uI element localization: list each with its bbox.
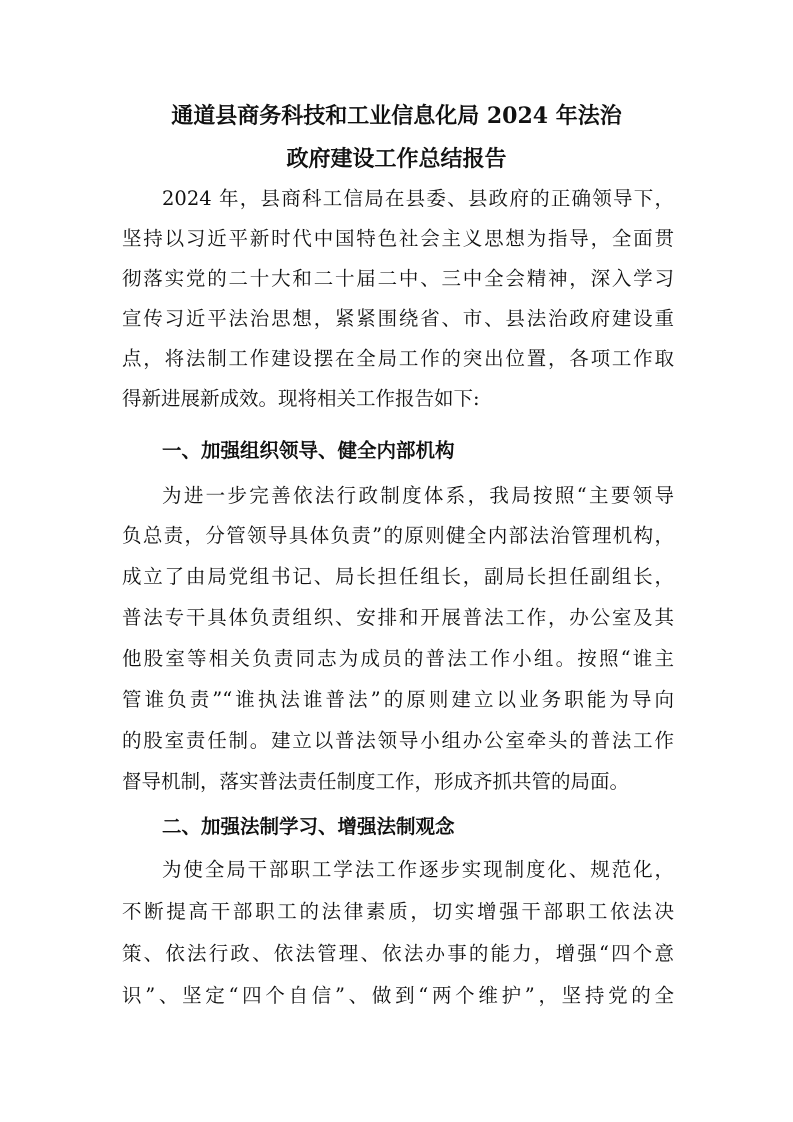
- section-1-line-1: 为进一步完善依法行政制度体系，我局按照“主要领导: [162, 484, 674, 507]
- document-title-line-2: 政府建设工作总结报告: [286, 146, 507, 172]
- section-2-line-1: 为使全局干部职工学法工作逐步实现制度化、规范化，: [162, 858, 674, 881]
- section-1-heading: 一、加强组织领导、健全内部机构: [162, 439, 455, 462]
- section-1-line-5: 他股室等相关负责同志为成员的普法工作小组。按照“谁主: [122, 647, 674, 670]
- section-2-line-4: 识”、坚定“四个自信”、做到“两个维护”，坚持党的全: [122, 984, 674, 1007]
- intro-line-1: 2024 年，县商科工信局在县委、县政府的正确领导下，: [162, 187, 674, 210]
- section-2-heading: 二、加强法制学习、增强法制观念: [162, 815, 455, 838]
- section-1-line-4: 普法专干具体负责组织、安排和开展普法工作，办公室及其: [122, 606, 674, 629]
- intro-line-2: 坚持以习近平新时代中国特色社会主义思想为指导，全面贯: [122, 227, 674, 250]
- document-title-line-1: 通道县商务科技和工业信息化局 2024 年法治: [171, 103, 622, 129]
- intro-line-5: 点，将法制工作建设摆在全局工作的突出位置，各项工作取: [122, 347, 674, 370]
- section-1-line-6: 管谁负责”“谁执法谁普法”的原则建立以业务职能为导向: [122, 688, 674, 711]
- section-1-line-3: 成立了由局党组书记、局长担任组长，副局长担任副组长，: [122, 565, 674, 588]
- section-1-line-8: 督导机制，落实普法责任制度工作，形成齐抓共管的局面。: [122, 770, 630, 793]
- intro-line-6: 得新进展新成效。现将相关工作报告如下:: [122, 387, 480, 410]
- section-1-line-7: 的股室责任制。建立以普法领导小组办公室牵头的普法工作: [122, 729, 674, 752]
- section-2-line-2: 不断提高干部职工的法律素质，切实增强干部职工依法决: [122, 900, 674, 923]
- intro-line-3: 彻落实党的二十大和二十届二中、三中全会精神，深入学习: [122, 267, 674, 290]
- intro-line-4: 宣传习近平法治思想，紧紧围绕省、市、县法治政府建设重: [122, 307, 674, 330]
- section-1-line-2: 负总责，分管领导具体负责”的原则健全内部法治管理机构，: [122, 524, 674, 547]
- section-2-line-3: 策、依法行政、依法管理、依法办事的能力，增强“四个意: [122, 942, 674, 965]
